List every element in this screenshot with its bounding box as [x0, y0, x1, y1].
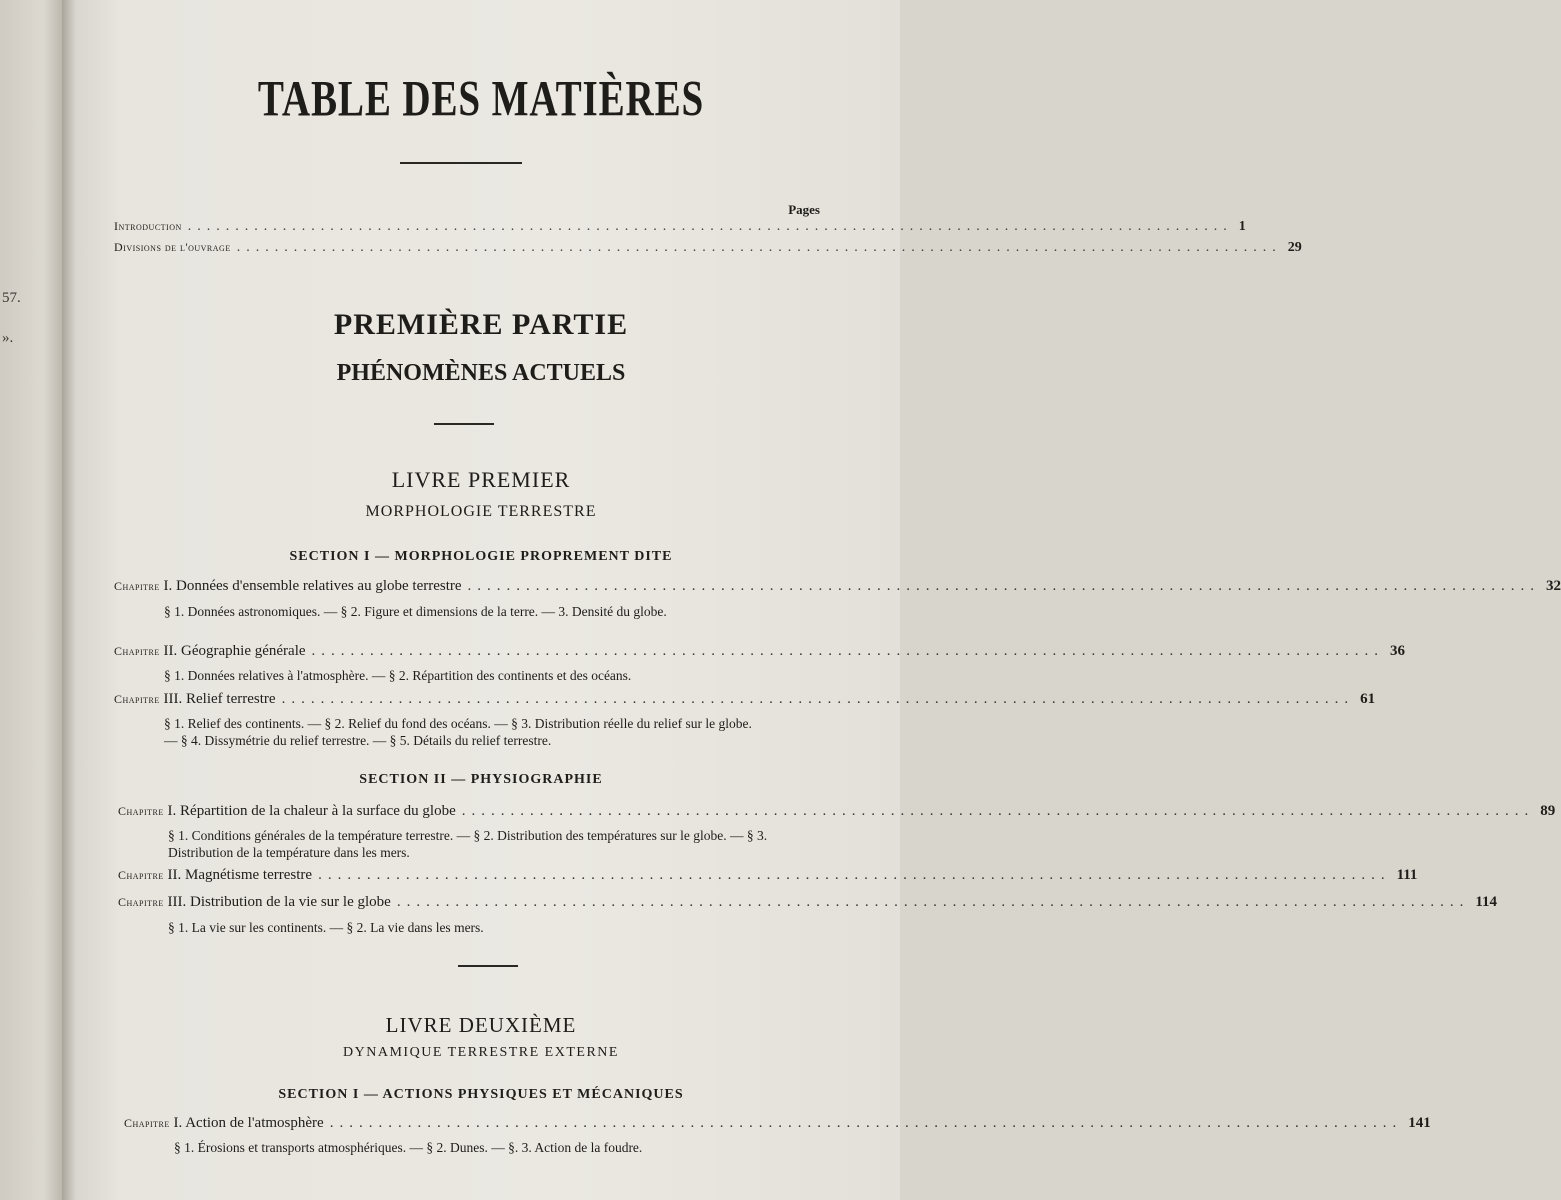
chapter-page: 114 [1475, 894, 1497, 910]
chapter-page: 61 [1360, 691, 1376, 707]
livre1-section1-title: SECTION I — MORPHOLOGIE PROPREMENT DITE [289, 549, 673, 564]
left-page-fragment: 57. [2, 290, 21, 306]
dot-leader: .............................................................................................................. [187, 219, 1233, 234]
title-divider [400, 162, 522, 164]
livre2-section1-title: SECTION I — ACTIONS PHYSIQUES ET MÉCANIQUES [278, 1087, 684, 1102]
page-title: TABLE DES MATIÈRES [257, 70, 705, 127]
chapter-entry [118, 803, 1556, 820]
chapter-prefix: Chapitre [118, 895, 164, 909]
chapter-title: III. Relief terrestre [163, 691, 276, 707]
chapter-title: III. Distribution de la vie sur le globe [167, 894, 391, 910]
livre1-title: LIVRE PREMIER [391, 467, 571, 492]
dot-leader: .............................................................................................................. [467, 578, 1541, 594]
livre1-subtitle: MORPHOLOGIE TERRESTRE [365, 503, 597, 520]
chapter-page: 111 [1396, 867, 1418, 883]
left-page-edge [0, 0, 62, 1200]
toc-entry-divisions [114, 240, 1302, 256]
entry-label: Introduction [114, 219, 182, 233]
chapter-subsections: § 1. Érosions et transports atmosphériques. — § 2. Dunes. — §. 3. Action de la foudre. [174, 1140, 643, 1155]
chapter-entry [114, 578, 1561, 595]
dot-leader: .............................................................................................................. [318, 867, 1391, 883]
chapter-title: I. Action de l'atmosphère [173, 1115, 324, 1131]
entry-page: 1 [1238, 219, 1246, 234]
chapter-subsections: § 1. La vie sur les continents. — § 2. La vie dans les mers. [168, 920, 484, 935]
chapter-entry [118, 867, 1418, 884]
entry-label: Divisions de l'ouvrage [114, 240, 231, 254]
entry-page: 29 [1287, 240, 1302, 255]
left-page-fragment: ». [2, 330, 14, 346]
chapter-entry [114, 691, 1376, 708]
chapter-entry [118, 894, 1497, 911]
chapter-title: I. Répartition de la chaleur à la surface du globe [167, 803, 456, 819]
chapter-entry [114, 643, 1406, 660]
dot-leader: .............................................................................................................. [461, 803, 1535, 819]
chapter-title: II. Magnétisme terrestre [167, 867, 313, 883]
chapter-subsections: § 1. Données relatives à l'atmosphère. — § 2. Répartition des continents et des océans. [164, 668, 632, 683]
chapter-prefix: Chapitre [118, 868, 164, 882]
pages-header: Pages [788, 202, 820, 217]
chapter-page: 89 [1540, 803, 1556, 819]
dot-leader: .............................................................................................................. [281, 691, 1355, 707]
chapter-prefix: Chapitre [124, 1116, 170, 1130]
chapter-title: I. Données d'ensemble relatives au globe terrestre [163, 578, 462, 594]
chapter-page: 36 [1390, 643, 1406, 659]
part-title: PREMIÈRE PARTIE [333, 308, 629, 341]
dot-leader: .............................................................................................................. [396, 894, 1470, 910]
livre1-section2-title: SECTION II — PHYSIOGRAPHIE [359, 772, 603, 787]
part-subtitle: PHÉNOMÈNES ACTUELS [336, 360, 626, 386]
chapter-prefix: Chapitre [118, 804, 164, 818]
chapter-subsections: § 1. Conditions générales de la température terrestre. — § 2. Distribution des températures sur le globe. — § 3. Distribution de la température dans les mers. [168, 828, 768, 860]
dot-leader: .............................................................................................................. [329, 1115, 1403, 1131]
chapter-prefix: Chapitre [114, 644, 160, 658]
dot-leader: .............................................................................................................. [236, 240, 1282, 255]
livre2-title: LIVRE DEUXIÈME [385, 1013, 577, 1037]
chapter-page: 32 [1546, 578, 1561, 594]
chapter-prefix: Chapitre [114, 579, 160, 593]
chapter-page: 141 [1408, 1115, 1431, 1131]
livre-divider [458, 965, 518, 967]
chapter-prefix: Chapitre [114, 692, 160, 706]
chapter-subsections: § 1. Relief des continents. — § 2. Relief du fond des océans. — § 3. Distribution réelle du relief sur le globe. — § 4. Dissymétrie du relief terrestre. — § 5. Détails du relief terrestre. [164, 716, 752, 748]
chapter-title: II. Géographie générale [163, 643, 306, 659]
chapter-entry [124, 1115, 1431, 1132]
toc-entry-introduction [114, 219, 1246, 235]
livre2-subtitle: DYNAMIQUE TERRESTRE EXTERNE [343, 1045, 619, 1060]
book-page [62, 0, 1561, 1200]
part-divider [434, 423, 494, 425]
chapter-subsections: § 1. Données astronomiques. — § 2. Figure et dimensions de la terre. — 3. Densité du globe. [164, 604, 667, 619]
dot-leader: .............................................................................................................. [311, 643, 1385, 659]
